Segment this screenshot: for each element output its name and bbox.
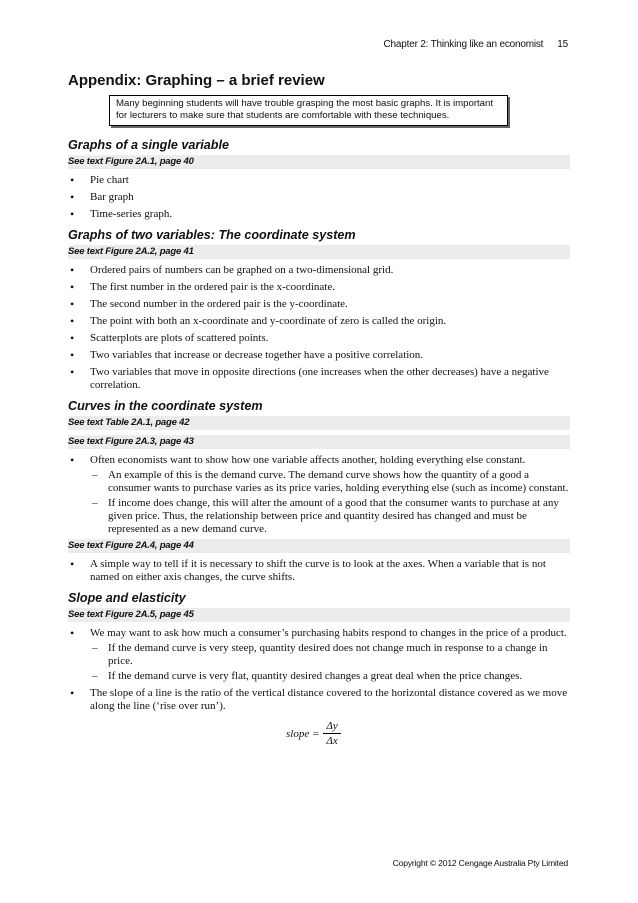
bullet-list — [68, 454, 570, 536]
sub-list-item: – If income does change, this will alter the amount of a good that the consumer wants to purchase at any given price. Thus, the relationship between price and quantity desired has changed and must be represented as a new demand curve. — [90, 497, 570, 536]
list-item-text: Often economists want to show how one variable affects another, holding everything else constant. — [90, 454, 526, 466]
list-item: • The first number in the ordered pair is the x-coordinate. — [68, 281, 570, 294]
sub-list — [90, 469, 570, 536]
list-item: • A simple way to tell if it is necessary to shift the curve is to look at the axes. When a variable that is not named on either axis changes, the curve shifts. — [68, 558, 570, 584]
figure-reference: See text Figure 2A.2, page 41 — [68, 245, 570, 259]
list-item: • Pie chart — [68, 174, 570, 187]
table-reference: See text Table 2A.1, page 42 — [68, 416, 570, 430]
list-item: • Two variables that increase or decrease together have a positive correlation. — [68, 349, 570, 362]
list-item: • Scatterplots are plots of scattered points. — [68, 332, 570, 345]
sub-list — [90, 642, 570, 683]
sub-list-item: – If the demand curve is very flat, quantity desired changes a great deal when the price changes. — [90, 670, 570, 683]
section-heading-slope: Slope and elasticity — [68, 591, 186, 605]
bullet-list — [68, 627, 570, 713]
formula-denominator: Δx — [326, 735, 338, 747]
list-item — [68, 454, 570, 536]
figure-reference: See text Figure 2A.3, page 43 — [68, 435, 570, 449]
list-item — [68, 627, 570, 683]
bullet-list — [68, 558, 570, 584]
sub-list-item: – If the demand curve is very steep, quantity desired does not change much in response to a change in price. — [90, 642, 570, 668]
section-heading-curves: Curves in the coordinate system — [68, 399, 263, 413]
list-item: • The slope of a line is the ratio of the vertical distance covered to the horizontal distance covered as we move along the line (‘rise over run’). — [68, 687, 570, 713]
lecturer-note: Many beginning students will have trouble grasping the most basic graphs. It is important for lecturers to make sure that students are comfortable with these techniques. — [109, 95, 508, 126]
bullet-list — [68, 174, 570, 221]
page-number: 15 — [557, 39, 568, 50]
page-content — [68, 72, 570, 747]
bullet-list — [68, 264, 570, 392]
section-heading-two-variables: Graphs of two variables: The coordinate system — [68, 228, 356, 242]
figure-reference: See text Figure 2A.5, page 45 — [68, 608, 570, 622]
list-item: • Two variables that move in opposite directions (one increases when the other decreases) have a negative correlation. — [68, 366, 570, 392]
running-header — [384, 39, 568, 50]
figure-reference: See text Figure 2A.4, page 44 — [68, 539, 570, 553]
list-item: • The point with both an x-coordinate and y-coordinate of zero is called the origin. — [68, 315, 570, 328]
formula-lhs: slope = — [286, 727, 320, 740]
figure-reference: See text Figure 2A.1, page 40 — [68, 155, 570, 169]
list-item: • Time-series graph. — [68, 208, 570, 221]
list-item: • Ordered pairs of numbers can be graphed on a two-dimensional grid. — [68, 264, 570, 277]
formula-numerator: Δy — [323, 720, 340, 734]
chapter-title: Chapter 2: Thinking like an economist — [383, 39, 544, 50]
sub-list-item: – An example of this is the demand curve. The demand curve shows how the quantity of a good a consumer wants to purchase varies as its price varies, holding everything else (such as income) constant. — [90, 469, 570, 495]
list-item: • Bar graph — [68, 191, 570, 204]
formula-fraction — [323, 720, 340, 747]
list-item-text: We may want to ask how much a consumer’s purchasing habits respond to changes in the price of a product. — [90, 627, 567, 639]
list-item: • The second number in the ordered pair is the y-coordinate. — [68, 298, 570, 311]
section-heading-single-variable: Graphs of a single variable — [68, 138, 229, 152]
copyright-footer: Copyright © 2012 Cengage Australia Pty Limited — [392, 858, 568, 868]
slope-formula — [286, 720, 570, 747]
appendix-title: Appendix: Graphing – a brief review — [68, 72, 325, 89]
